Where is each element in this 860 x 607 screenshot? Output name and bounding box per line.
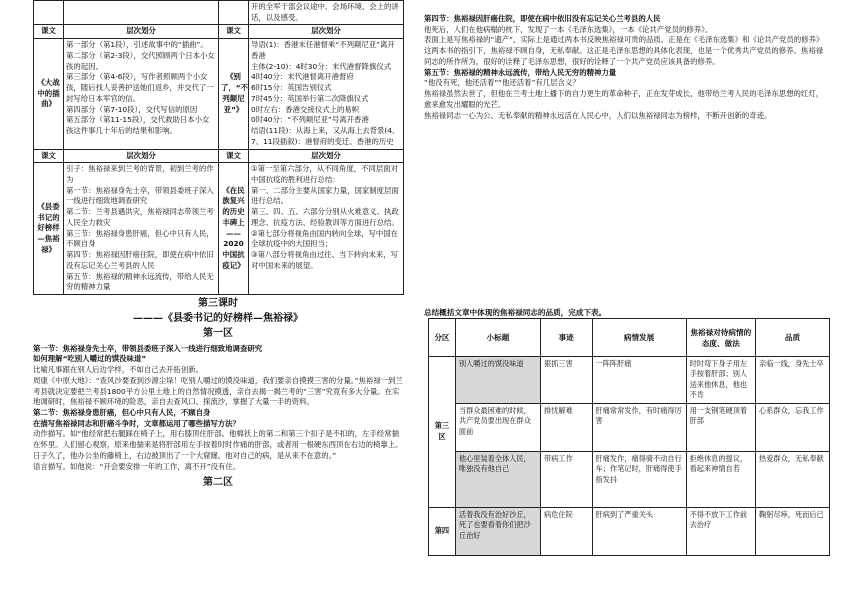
- header-cell: 事迹: [541, 319, 593, 357]
- cell-illness: 肝痛发作，痛得骑不动自行车；作笔记时，肝痛得使手指发抖: [592, 451, 686, 507]
- layer-cell: ①第一至第六部分，从不同角度，不同层面对中国抗疫的胜利进行总结： 第一、二部分主要从国家力量，国家制度层面进行总结。 第三、四、五、六部分分别从火难意义、执政理念、抗疫方法、经验教训等方面进行总结。 ②第七部分将视角由国内转向全球，写中国在全球抗疫中的大国担当； ③第八部分将视角由过往、当下转向未来，写对中国未来的展望。: [249, 163, 404, 295]
- cell-attitude: 用一支钢笔硬顶着肝部: [686, 403, 755, 451]
- summary-title: 总结概括文章中体现的焦裕禄同志的品质，完成下表。: [424, 308, 607, 317]
- table-header-row: [429, 319, 830, 357]
- text-title: 《县委书记的好榜样—焦裕禄》: [34, 163, 64, 295]
- paragraph: 焦裕禄虽然去世了，但他在兰考土地上播下的自力更生的革命种子，正在发芽成长，他带给兰考人民的毛泽东思想的红灯，愈来愈发出耀眼的光芒。: [424, 89, 824, 109]
- table-header-row: [34, 149, 404, 163]
- header-cell: 层次划分: [249, 149, 404, 163]
- right-column: [424, 14, 830, 121]
- lesson-title: 第三课时: [198, 298, 238, 310]
- top-fragment: 开的全军干部会议途中、会场环境、会上的讲话，以及感受。: [249, 1, 404, 25]
- cell-deed: 狠抓三害: [541, 357, 593, 404]
- table-row: [429, 403, 830, 451]
- question: 在描写焦裕禄同志和肝癌斗争时，文章都运用了哪些描写方法？: [33, 418, 240, 428]
- header-cell: 课文: [219, 149, 249, 163]
- header-cell: 课文: [34, 149, 64, 163]
- section-heading: 第二节：焦裕禄身患肝癌，但心中只有人民，不顾自身: [33, 408, 211, 417]
- text-title: 《大战中的插曲》: [34, 39, 64, 149]
- cell-title: 活着我没有治好沙丘，死了也要看着你们把沙丘治好: [455, 507, 540, 555]
- header-cell: 层次划分: [64, 149, 219, 163]
- question: “他没有死，他还活着”“他还活着”有几层含义？: [424, 78, 580, 88]
- cell-deed: 病危住院: [541, 507, 593, 555]
- table-header-row: [34, 25, 404, 39]
- table-row: [34, 163, 404, 295]
- cell-quality: 亲临一线，身先士卒: [756, 357, 830, 404]
- lesson-subtitle: ———《县委书记的好榜样—焦裕禄》: [133, 312, 303, 324]
- cell-quality: 心系群众，忘我工作: [756, 403, 830, 451]
- table-row: [429, 451, 830, 507]
- text-title: 《别了，“不列颠尼亚”》: [219, 39, 249, 149]
- cell-title: 别人嚼过的馍没味道: [455, 357, 540, 404]
- header-cell: 分区: [429, 319, 456, 357]
- paragraph: 周康《中原大地》：“查风沙要查到沙源尘垛！吃别人嚼过的馍没味道，我们要亲自摸摸三害的分量。”焦裕禄一到兰考县就决定要把兰考县1800平方公里土地上的自然情况摸透，亲自去揭一揭兰考的“三害”究竟有多大分量。在实地调研时，焦裕禄不顾环境的险恶，亲自去查风口、探流沙，掌握了大量一手的资料。: [33, 375, 403, 407]
- header-cell: 层次划分: [64, 25, 219, 39]
- cell-quality: 鞠躬尽瘁，死而后已: [756, 507, 830, 555]
- cell-title: 他心里装着全体人民，唯独没有他自己: [455, 451, 540, 507]
- table-row: [34, 1, 404, 25]
- paragraph: 他死后，人们在他病榻的枕下，发现了一本《毛泽东选集》，一本《论共产党员的修养》。: [424, 24, 713, 34]
- question: 如何理解“吃别人嚼过的馍没味道”: [33, 354, 147, 364]
- cell-title: 当群众最困难的时候，共产党员要出现在群众面前: [455, 403, 540, 451]
- paragraph: 焦裕禄同志一心为公、无私奉献的精神永远活在人民心中，人们以焦裕禄同志为榜样，不断开创新的奇迹。: [424, 110, 772, 120]
- paragraph: 比喻凡事跟在别人后边学样，不如自己去开拓创新。: [33, 365, 203, 375]
- header-cell: 病情发展: [592, 319, 686, 357]
- zone-title: 第二区: [203, 477, 233, 489]
- table-row: [34, 39, 404, 149]
- cell-attitude: 时时弯下身子用左手按着肝部；别人送来他休息，他也不肯: [686, 357, 755, 404]
- layer-cell: 导语(1)：香港末任港督乘“不列颠尼亚”离开香港 主体(2-10)：4时30分：末代港督降旗仪式 4时40分：末代港督离开港督府 6时15分：英国告别仪式 7时45分：英国举行第二次降旗仪式 0时左右：香港交接仪式上的易帜 0时40分：“不列颠尼亚”号离开香港 结语(11段)：从海上来，又从海上去背景(4、7、11段插叙)：港督府的变迁、香港的历史: [249, 39, 404, 149]
- cell-illness: 肝痛常常发作，有时痛得厉害: [592, 403, 686, 451]
- header-cell: 品质: [756, 319, 830, 357]
- paragraph: 动作描写。如“他经常把右腿踩在椅子上，用右膝顶住肝部。他棉袄上的第二和第三个扣子是不扣的，左手经常揣在怀里。人们留心观察，原来他揣来是将肝部用左手按着时时作痛的肝部，或者用一根硬东西顶在右边的椅靠上。日子久了，他办公坐的藤椅上，右边被顶出了一个大窟窿。他对自己的病，是从来不在意的。”: [33, 429, 403, 460]
- text-title: 《在民族复兴的历史丰碑上——2020中国抗疫记》: [219, 163, 249, 295]
- cell-attitude: 拒绝休息的提议，看起来神情自若: [686, 451, 755, 507]
- summary-table: [428, 318, 830, 556]
- header-cell: 层次划分: [249, 25, 404, 39]
- zone-cell: 第四: [429, 507, 456, 555]
- header-cell: 焦裕禄对待病情的态度、做法: [686, 319, 755, 357]
- section-heading: 第四节：焦裕禄因肝癌住院，即使在病中依旧没有忘记关心兰考县的人民: [424, 14, 661, 23]
- table-row: [429, 507, 830, 555]
- section-heading: 第一节：焦裕禄身先士卒，带领县委班子深入一线进行细致地调查研究: [33, 343, 263, 353]
- cell-attitude: 不得不放下工作前去治疗: [686, 507, 755, 555]
- header-cell: 课文: [34, 25, 64, 39]
- cell-illness: 肝病到了严重关头: [592, 507, 686, 555]
- cell-deed: 带病工作: [541, 451, 593, 507]
- paragraph: 表面上是写焦裕禄的“遗产”，实际上是通过两本书反映焦裕禄可贵的品质。正是在《毛泽东选集》和《论共产党员的修养》这两本书的指引下，焦裕禄不顾自身，无私奉献。这正是毛泽东思想的具体化表现，也是一个优秀共产党员的修养。焦裕禄同志的所作所为，很好的诠释了毛泽东思想，很好的诠释了一个共产党员应该具备的修养。: [424, 35, 824, 66]
- zone-cell: 第三区: [429, 357, 456, 508]
- section-heading: 第五节：焦裕禄的精神永远流传，带给人民无穷的精神力量: [424, 67, 617, 77]
- cell-quality: 热爱群众，无私奉献: [756, 451, 830, 507]
- header-cell: 课文: [219, 25, 249, 39]
- cell-deed: 排忧解难: [541, 403, 593, 451]
- zone-title: 第一区: [203, 328, 233, 340]
- header-cell: 小标题: [455, 319, 540, 357]
- cell-illness: 一阵阵肝痛: [592, 357, 686, 404]
- left-column: [33, 2, 403, 493]
- outline-table-1: [33, 0, 404, 295]
- layer-cell: 第一部分（第1段），引述故事中的“插曲”。 第二部分（第2-3段），交代照顾两个日本小女孩的起因。 第三部分（第4-6段），写作者照顾两个小女孩，随后找人妥善护送她们返乡，并交代了一封写给日本军官的信。 第四部分（第7-10段），交代写信的原因 第五部分（第11-15段），交代救助日本小女孩这件事几十年后的结果和影响。: [64, 39, 219, 149]
- layer-cell: 引子：焦裕禄来到兰考的背景，初到兰考的作为 第一节：焦裕禄身先士卒，带领县委班子深入一线进行细致地调查研究 第二节：兰考县遇洪灾，焦裕禄同志带领兰考人民全力救灾 第三节：焦裕禄身患肝癌，但心中只有人民，不顾自身 第四节：焦裕禄因肝癌住院，即使在病中依旧没有忘记关心兰考县的人民 第五节：焦裕禄的精神永远流传，带给人民无穷的精神力量: [64, 163, 219, 295]
- paragraph: 语言描写。如他说：“开会要安排一年的工作，离不开”没有住。: [33, 461, 241, 471]
- table-row: [429, 357, 830, 404]
